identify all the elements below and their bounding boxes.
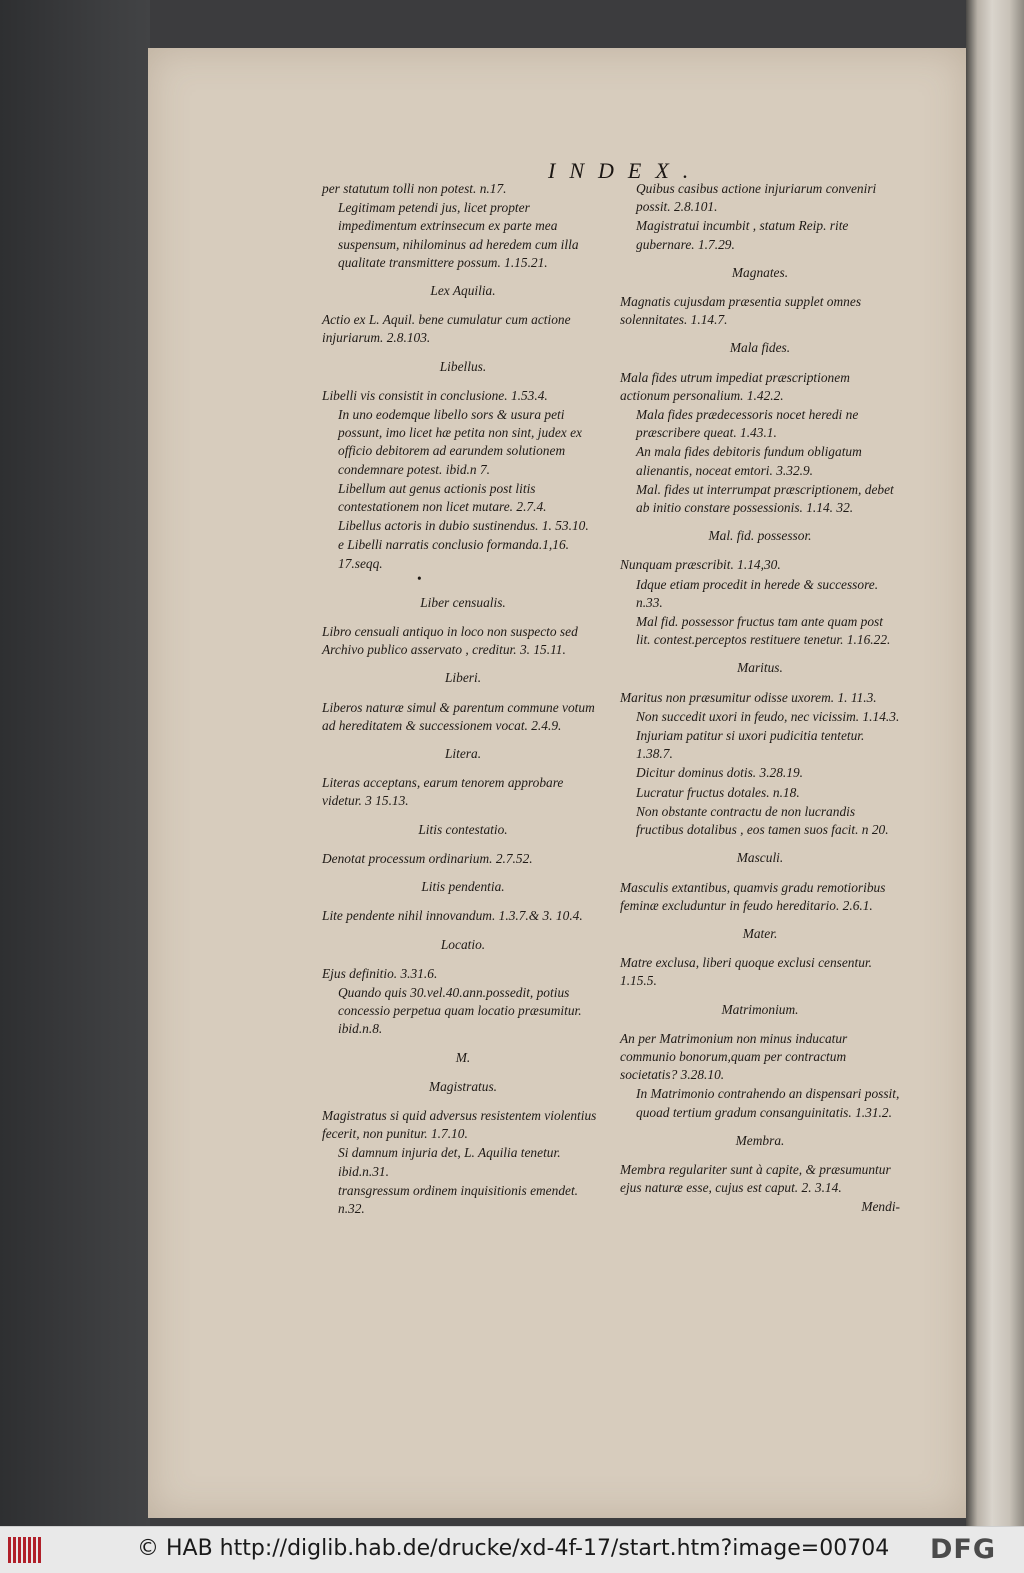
index-heading: Lex Aquilia. — [430, 283, 496, 299]
index-entry: Denotat processum ordinarium. 2.7.52. — [322, 850, 533, 866]
index-heading: Liber censualis. — [420, 594, 506, 610]
index-entry: Ejus definitio. 3.31.6. — [322, 965, 438, 981]
index-entry: Matre exclusa, liberi quoque exclusi censentur. 1.15.5. — [620, 955, 872, 989]
index-heading: Masculi. — [736, 850, 784, 866]
index-entry: Non succedit uxori in feudo, nec vicissim. 1.14.3. — [636, 708, 900, 724]
index-entry: Nunquam præscribit. 1.14,30. — [620, 557, 781, 573]
index-heading: Membra. — [735, 1132, 785, 1148]
index-entry: Libellum aut genus actionis post litis contestationem non licet mutare. 2.7.4. — [338, 480, 547, 515]
index-entry: Legitimam petendi jus, licet propter impedimentum extrinsecum ex parte mea suspensum, nihilominus ad heredem cum illa qualitate transmittere possum. 1.15.21. — [338, 200, 579, 270]
index-entry: Mala fides prædecessoris nocet heredi ne præscribere queat. 1.43.1. — [636, 407, 859, 441]
source-url-text[interactable]: © HAB http://diglib.hab.de/drucke/xd-4f-17/start.htm?image=00704 — [137, 1536, 890, 1561]
index-heading: M. — [455, 1049, 471, 1065]
index-heading: Litis contestatio. — [418, 821, 508, 837]
stray-mark: • — [417, 570, 422, 586]
index-heading: Magnates. — [731, 264, 789, 280]
index-entry: Lite pendente nihil innovandum. 1.3.7.& 3. 10.4. — [322, 908, 583, 924]
index-heading: Litis pendentia. — [421, 879, 505, 895]
index-entry: Maritus non præsumitur odisse uxorem. 1. 11.3. — [620, 689, 877, 705]
index-entry: Libro censuali antiquo in loco non suspecto sed Archivo publico asservato , creditur. 3. 15.11. — [322, 624, 578, 658]
index-heading: Mala fides. — [729, 340, 791, 356]
index-entry: Mal. fides ut interrumpat præscriptionem, debet ab initio constare possessionis. 1.14. 32. — [636, 481, 894, 516]
index-entry: Non obstante contractu de non lucrandis fructibus dotalibus , eos tamen suos facit. n 20. — [636, 803, 889, 838]
dark-background — [0, 0, 150, 1526]
index-entry: An per Matrimonium non minus inducatur communio bonorum,quam per contractum societatis? 3.28.10. — [620, 1030, 848, 1083]
index-entry: In Matrimonio contrahendo an dispensari possit, quoad tertium gradum consanguinitatis. 1.31.2. — [636, 1086, 900, 1120]
index-heading: Matrimonium. — [721, 1001, 799, 1017]
index-heading: Magistratus. — [428, 1078, 498, 1094]
index-entry: Literas acceptans, earum tenorem approbare videtur. 3 15.13. — [322, 775, 564, 809]
running-head: INDEX. — [548, 158, 703, 183]
index-entry: Magistratus si quid adversus resistentem violentius fecerit, non punitur. 1.7.10. — [322, 1107, 597, 1142]
index-entry: e Libelli narratis conclusio formanda.1,16. 17.seqq. — [338, 537, 569, 571]
book-edge — [966, 0, 1024, 1526]
right-index-column — [620, 180, 900, 1217]
index-entry: Actio ex L. Aquil. bene cumulatur cum actione injuriarum. 2.8.103. — [322, 312, 571, 346]
index-entry: Mal fid. possessor fructus tam ante quam post lit. contest.perceptos restituere tenetur. 1.16.22. — [636, 614, 891, 648]
index-entry: Quibus casibus actione injuriarum conveniri possit. 2.8.101. — [636, 181, 877, 215]
index-heading: Libellus. — [439, 358, 487, 374]
index-entry: Masculis extantibus, quamvis gradu remotioribus feminæ excluduntur in feudo hereditario. 2.6.1. — [620, 879, 886, 913]
index-entry: An mala fides debitoris fundum obligatum alienantis, noceat emtori. 3.32.9. — [636, 444, 862, 478]
index-entry: Si damnum injuria det, L. Aquilia tenetur. ibid.n.31. — [338, 1145, 561, 1179]
index-entry: Libellus actoris in dubio sustinendus. 1. 53.10. — [338, 518, 589, 534]
index-entry: Dicitur dominus dotis. 3.28.19. — [636, 765, 804, 781]
index-heading: Litera. — [444, 746, 482, 762]
index-entry: transgressum ordinem inquisitionis emendet. n.32. — [338, 1182, 579, 1216]
hab-logo-icon — [8, 1537, 44, 1563]
index-entry: Magnatis cujusdam præsentia supplet omnes solennitates. 1.14.7. — [620, 294, 862, 328]
catchword: Mendi- — [861, 1199, 900, 1215]
index-entry: per statutum tolli non potest. n.17. — [322, 181, 507, 196]
index-entry: Lucratur fructus dotales. n.18. — [636, 784, 800, 800]
index-entry: Idque etiam procedit in herede & successore. n.33. — [636, 576, 879, 610]
index-heading: Maritus. — [737, 660, 783, 676]
index-entry: Magistratui incumbit , statum Reip. rite gubernare. 1.7.29. — [636, 218, 849, 252]
index-entry: In uno eodemque libello sors & usura peti possunt, imo licet hæ petita non sint, judex ex officio debitorem ad earundem solutionem condemnare potest. ibid.n 7. — [338, 407, 582, 477]
index-heading: Liberi. — [444, 670, 482, 686]
index-entry: Liberos naturæ simul & parentum commune votum ad hereditatem & successionem vocat. 2.4.9. — [322, 699, 595, 733]
index-heading: Mal. fid. possessor. — [708, 528, 812, 544]
index-heading: Mater. — [742, 925, 778, 941]
index-entry: Mala fides utrum impediat præscriptionem actionum personalium. 1.42.2. — [620, 369, 850, 403]
index-entry: Membra regulariter sunt à capite, & præsumuntur ejus naturæ esse, cujus est caput. 2. 3.14. — [620, 1161, 891, 1196]
dfg-logo: DFG — [930, 1534, 997, 1565]
viewer-footer — [0, 1526, 1024, 1573]
index-entry: Quando quis 30.vel.40.ann.possedit, potius concessio perpetua quam locatio præsumitur. ibid.n.8. — [338, 984, 582, 1037]
left-index-column — [322, 180, 604, 1219]
index-entry: Libelli vis consistit in conclusione. 1.53.4. — [322, 387, 548, 403]
index-entry: Injuriam patitur si uxori pudicitia tentetur. 1.38.7. — [636, 728, 865, 762]
index-heading: Locatio. — [440, 936, 486, 952]
